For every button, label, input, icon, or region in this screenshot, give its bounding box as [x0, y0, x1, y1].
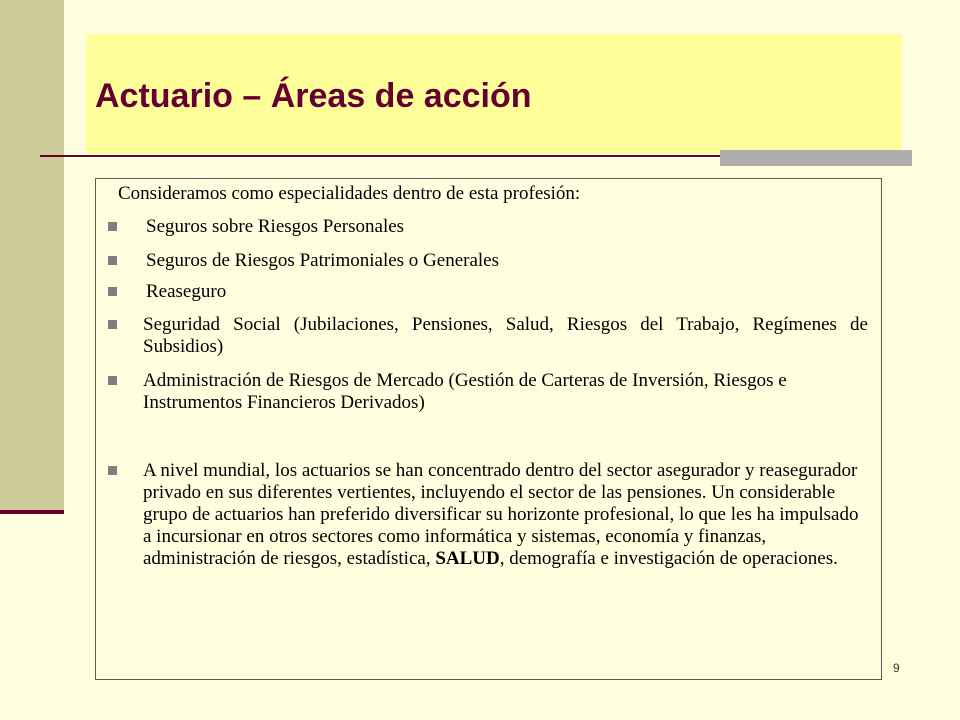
square-bullet-icon	[108, 287, 117, 296]
intro-text: Consideramos como especialidades dentro de esta profesión:	[118, 183, 581, 204]
list-item	[108, 460, 868, 570]
left-decorative-band	[0, 0, 64, 512]
paragraph-text-start: A nivel mundial, los actuarios se han concentrado dentro del sector asegurador y reasegurador privado en sus diferentes vertientes, incluyendo el sector de las pensiones. Un considerable grupo de actuarios han preferido diversificar su horizonte profesional, lo que les ha impulsado a incursionar en otros sectores como informática y sistemas, economía y finanzas, administración de riesgos, estadística,	[143, 460, 859, 569]
left-band-accent-line	[0, 510, 64, 514]
square-bullet-icon	[108, 376, 117, 385]
list-item-text: Seguridad Social (Jubilaciones, Pensiones, Salud, Riesgos del Trabajo, Regímenes de Subsidios)	[143, 314, 868, 357]
list-item	[108, 314, 868, 358]
list-item-text: Reaseguro	[146, 281, 227, 302]
square-bullet-icon	[108, 466, 117, 475]
list-item	[108, 370, 868, 414]
emphasis-salud: SALUD	[435, 548, 500, 569]
list-item	[108, 216, 868, 238]
list-item-text: Administración de Riesgos de Mercado (Gestión de Carteras de Inversión, Riesgos e Instrumentos Financieros Derivados)	[143, 370, 787, 413]
page-number: 9	[893, 661, 900, 675]
list-item	[108, 281, 868, 303]
decorative-shadow-block	[720, 150, 912, 166]
square-bullet-icon	[108, 320, 117, 329]
list-item-text: Seguros sobre Riesgos Personales	[146, 216, 405, 237]
square-bullet-icon	[108, 256, 117, 265]
paragraph-text-end: , demografía e investigación de operaciones.	[499, 548, 838, 569]
paragraph-text	[143, 460, 868, 570]
list-item	[108, 250, 868, 272]
slide-title: Actuario – Áreas de acción	[95, 77, 532, 115]
list-item-text: Seguros de Riesgos Patrimoniales o Generales	[146, 250, 500, 271]
square-bullet-icon	[108, 222, 117, 231]
